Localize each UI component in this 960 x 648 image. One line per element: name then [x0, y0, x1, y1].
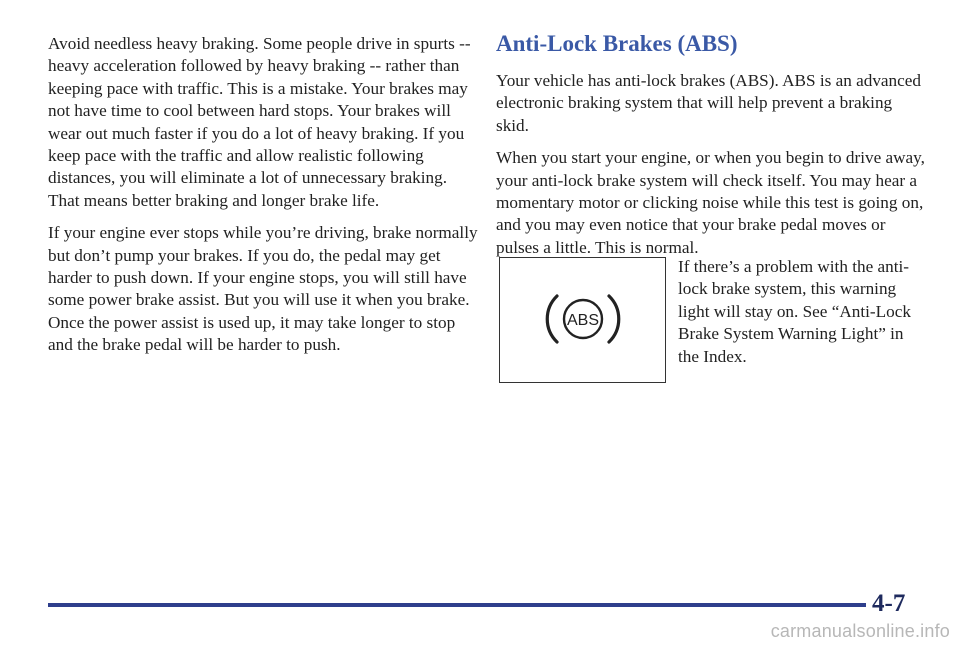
section-heading: Anti-Lock Brakes (ABS): [496, 31, 738, 56]
right-column: [496, 30, 926, 269]
paragraph-engine-stops: If your engine ever stops while you’re driving, brake normally but don’t pump your brakes. If you do, the pedal may get harder to push down. If your engine stops, you will still have some power brake assist. But you will use it when you brake. Once the power assist is used up, it may take longer to stop and the brake pedal will be harder to push.: [48, 223, 478, 355]
page-number: 4-7: [872, 590, 906, 617]
paragraph-abs-intro: Your vehicle has anti-lock brakes (ABS). ABS is an advanced electronic braking system that will help prevent a braking skid.: [496, 71, 921, 135]
abs-symbol-label: ABS: [566, 312, 600, 329]
abs-warning-icon: [541, 284, 625, 354]
footer-rule: [48, 603, 866, 607]
paragraph-heavy-braking: Avoid needless heavy braking. Some people drive in spurts -- heavy acceleration followed by heavy braking -- rather than keeping pace with traffic. This is a mistake. Your brakes may not have time to cool between hard stops. Your brakes will wear out much faster if you do a lot of heavy braking. If you keep pace with the traffic and allow realistic following distances, you will eliminate a lot of unnecessary braking. That means better braking and longer brake life.: [48, 34, 471, 210]
left-column: [48, 33, 478, 367]
watermark: carmanualsonline.info: [770, 621, 950, 641]
paragraph-abs-self-check: When you start your engine, or when you begin to drive away, your anti-lock brake system will check itself. You may hear a momentary motor or clicking noise while this test is going on, and you may even notice that your brake pedal moves or pulses a little. This is normal.: [496, 148, 925, 257]
abs-warning-caption: If there’s a problem with the anti-lock brake system, this warning light will stay on. See “Anti-Lock Brake System Warning Light” in the Index.: [678, 257, 911, 366]
abs-warning-light-box: [499, 257, 666, 383]
